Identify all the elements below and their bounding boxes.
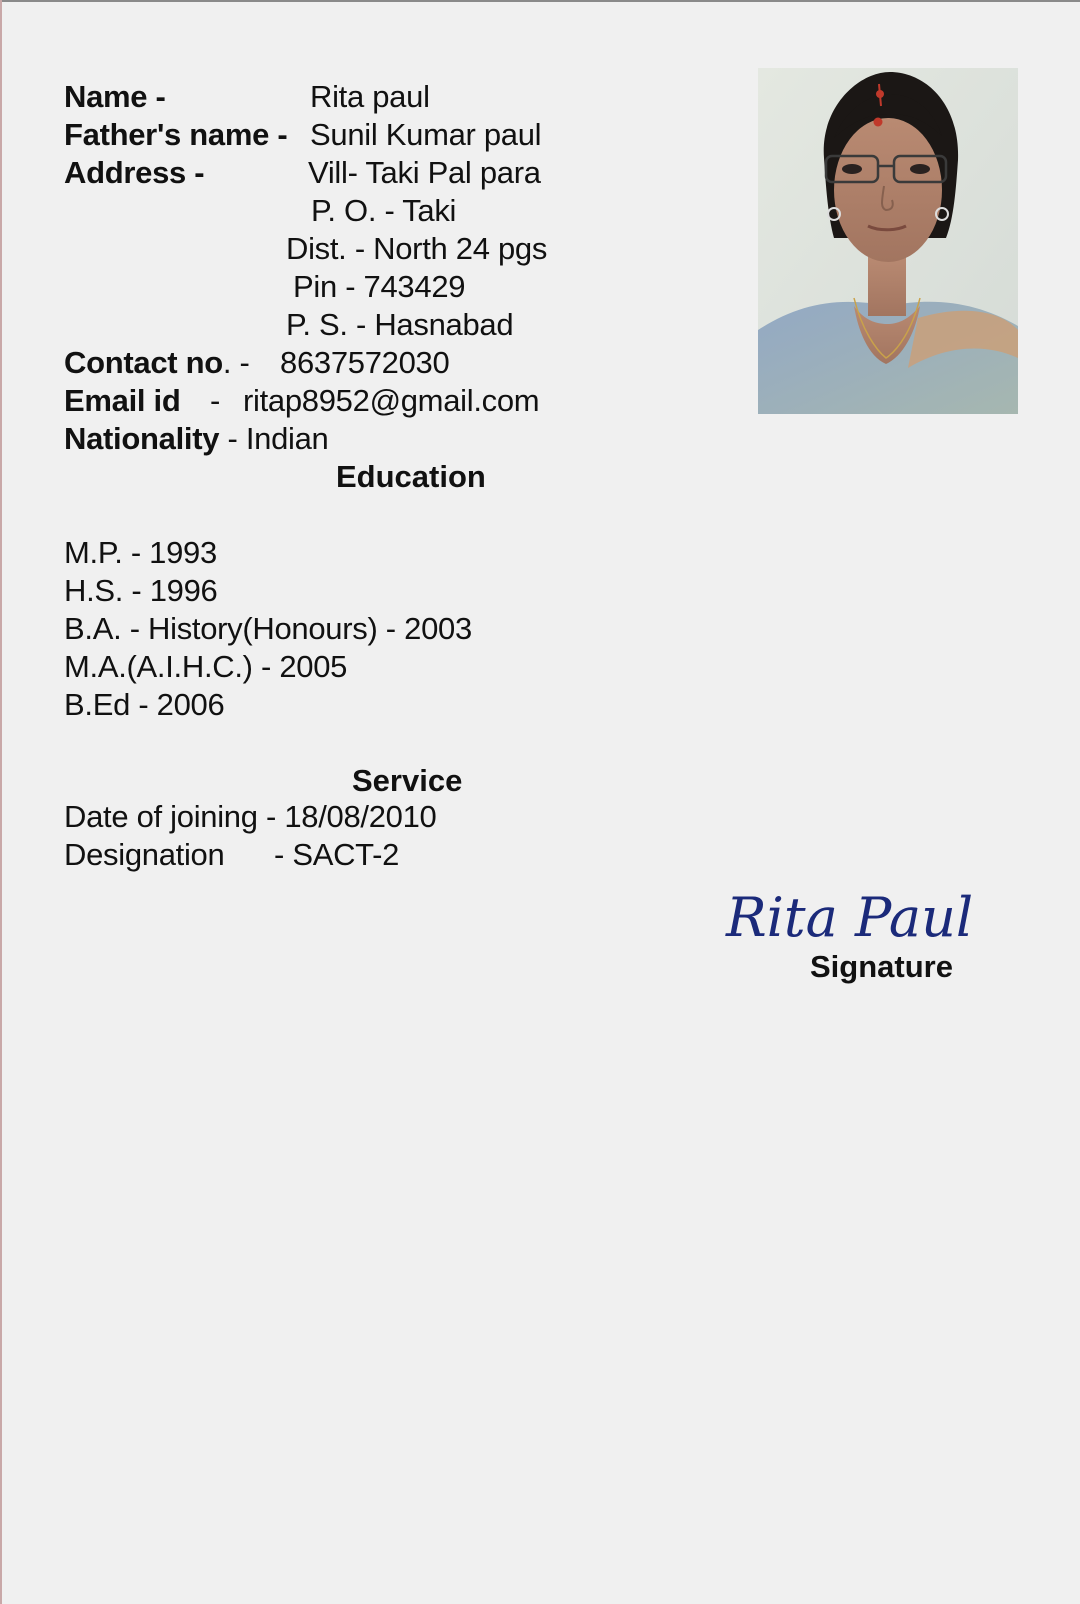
designation-label: Designation — [64, 837, 225, 872]
nationality-row — [64, 420, 329, 458]
signature-ink: Rita Paul — [726, 886, 974, 949]
nationality-label: Nationality — [64, 421, 220, 456]
address-line-4: Pin - 743429 — [293, 269, 466, 304]
address-label-row — [64, 154, 204, 192]
email-label: Email id — [64, 383, 181, 418]
nationality-value: - Indian — [227, 421, 329, 456]
name-value: Rita paul — [310, 79, 430, 114]
education-item-mp: M.P. - 1993 — [64, 535, 217, 570]
email-label-row — [64, 382, 180, 420]
father-name-label-row — [64, 116, 287, 154]
education-item-hs: H.S. - 1996 — [64, 573, 218, 608]
joining-row — [64, 798, 437, 836]
page-border-left — [0, 0, 2, 1604]
contact-separator: . - — [222, 345, 250, 380]
contact-label: Contact no — [64, 345, 223, 380]
email-separator: - — [210, 383, 221, 418]
name-row — [64, 78, 166, 116]
signature-label: Signature — [810, 949, 953, 984]
name-label: Name - — [64, 79, 166, 114]
address-line-1: Vill- Taki Pal para — [308, 155, 541, 190]
education-heading: Education — [336, 459, 486, 494]
education-item-bed: B.Ed - 2006 — [64, 687, 225, 722]
address-label: Address - — [64, 155, 205, 190]
contact-value: 8637572030 — [280, 345, 450, 380]
address-line-5: P. S. - Hasnabad — [286, 307, 514, 342]
education-item-ma: M.A.(A.I.H.C.) - 2005 — [64, 649, 348, 684]
designation-value: - SACT-2 — [274, 837, 400, 872]
father-name-label: Father's name - — [64, 117, 288, 152]
service-heading: Service — [352, 763, 463, 798]
page-border-top — [0, 0, 1080, 2]
portrait-photo — [758, 68, 1018, 414]
handwritten-signature — [720, 878, 1040, 958]
education-item-ba: B.A. - History(Honours) - 2003 — [64, 611, 472, 646]
joining-label: Date of joining — [64, 799, 258, 834]
contact-row — [64, 344, 250, 382]
address-line-2: P. O. - Taki — [311, 193, 457, 228]
joining-value: - 18/08/2010 — [266, 799, 437, 834]
address-line-3: Dist. - North 24 pgs — [286, 231, 548, 266]
email-value: ritap8952@gmail.com — [243, 383, 540, 418]
father-name-value: Sunil Kumar paul — [310, 117, 542, 152]
